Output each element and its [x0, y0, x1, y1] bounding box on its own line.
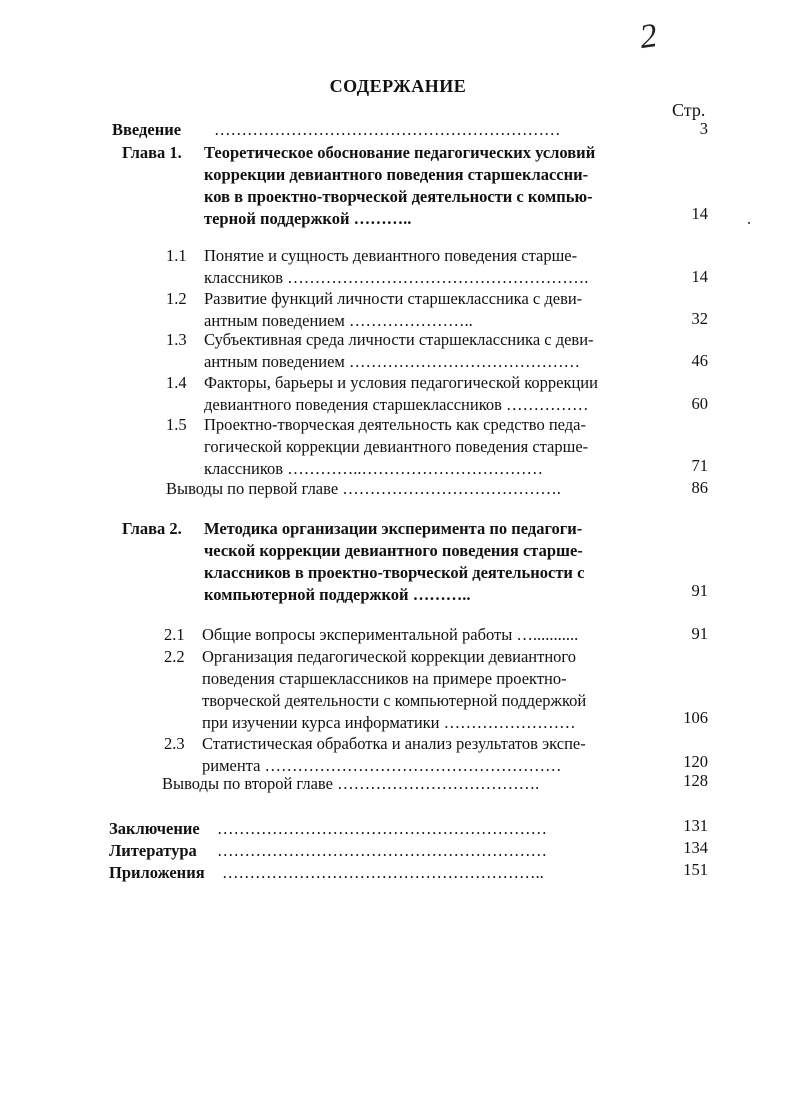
toc-section-number: 1.4 [166, 373, 187, 392]
toc-ch2-line: компьютерной поддержкой ……….. [204, 585, 471, 604]
toc-section-line: Проектно-творческая деятельность как средство педа- [204, 415, 586, 434]
toc-section-line: Статистическая обработка и анализ результатов экспе- [202, 734, 586, 753]
toc-conclusions-ch1: Выводы по первой главе …………………………………. [166, 479, 561, 498]
toc-ch2-line: Методика организации эксперимента по педагоги- [204, 519, 583, 538]
toc-section-number: 1.1 [166, 246, 187, 265]
toc-section-number: 2.1 [164, 625, 185, 644]
toc-ch2-line: классников в проектно-творческой деятельности с [204, 563, 585, 582]
toc-ch1-line: терной поддержкой ……….. [204, 209, 412, 228]
toc-ch2-page: 91 [691, 581, 708, 600]
toc-conclusion-label: Заключение [109, 819, 200, 838]
toc-section-line: Понятие и сущность девиантного поведения старше- [204, 246, 578, 265]
toc-ch1-label: Глава 1. [122, 143, 182, 162]
toc-section-page: 60 [691, 394, 708, 413]
toc-section-line: Организация педагогической коррекции девиантного [202, 647, 577, 666]
page-column-label: Стр. [672, 100, 706, 120]
toc-appendix-page: 151 [683, 860, 708, 879]
toc-conclusion-page: 131 [683, 816, 708, 835]
toc-conclusions-ch2-page: 128 [683, 771, 708, 790]
toc-literature-page: 134 [683, 838, 708, 857]
toc-literature-label: Литература [109, 841, 197, 860]
toc-section-number: 1.5 [166, 415, 187, 434]
toc-ch1-line: ков в проектно-творческой деятельности с компью- [204, 187, 593, 206]
toc-section-number: 2.2 [164, 647, 185, 666]
scan-speck [748, 222, 750, 224]
toc-conclusions-ch2: Выводы по второй главе ………………………………. [162, 774, 540, 793]
toc-ch2-line: ческой коррекции девиантного поведения старше- [204, 541, 583, 560]
toc-intro-label: Введение [112, 120, 182, 139]
toc-conclusions-ch1-page: 86 [691, 478, 708, 497]
toc-section-number: 2.3 [164, 734, 185, 753]
toc-appendix-label: Приложения [109, 863, 205, 882]
toc-section-line: Развитие функций личности старшеклассника с деви- [204, 289, 583, 308]
toc-section-line: римента ……………………………………………… [202, 756, 562, 775]
toc-section-line: классников ………………………………………………. [204, 268, 589, 287]
toc-section-line: антным поведением …………………………………… [204, 352, 580, 371]
toc-section-page: 91 [691, 624, 708, 643]
toc-section-number: 1.2 [166, 289, 187, 308]
toc-section-line: классников …………..…………………………… [204, 459, 543, 478]
page-title: СОДЕРЖАНИЕ [329, 76, 467, 96]
toc-intro-dots: ……………………………………………………… [214, 120, 561, 139]
toc-section-line: Общие вопросы экспериментальной работы …........... [202, 625, 579, 644]
toc-section-page: 120 [683, 752, 708, 771]
toc-section-line: антным поведением ………………….. [204, 311, 473, 330]
handwritten-page-mark: 2 [637, 17, 660, 57]
toc-section-line: творческой деятельности с компьютерной поддержкой [202, 691, 587, 710]
toc-section-line: Субъективная среда личности старшеклассника с деви- [204, 330, 594, 349]
toc-ch1-line: коррекции девиантного поведения старшеклассни- [204, 165, 589, 184]
toc-section-line: поведения старшеклассников на примере проектно- [202, 669, 567, 688]
toc-section-page: 14 [691, 267, 708, 286]
toc-section-page: 32 [691, 309, 708, 328]
toc-section-line: гогической коррекции девиантного поведения старше- [204, 437, 589, 456]
toc-intro-page: 3 [699, 119, 708, 138]
toc-section-line: девиантного поведения старшеклассников …………… [204, 395, 589, 414]
toc-ch2-label: Глава 2. [122, 519, 182, 538]
toc-appendix-dots: ………………………………………………….. [222, 863, 544, 882]
toc-literature-dots: …………………………………………………… [217, 841, 547, 860]
toc-section-number: 1.3 [166, 330, 187, 349]
toc-section-line: Факторы, барьеры и условия педагогической коррекции [204, 373, 598, 392]
toc-conclusion-dots: …………………………………………………… [217, 819, 547, 838]
toc-section-page: 46 [691, 351, 708, 370]
toc-section-line: при изучении курса информатики …………………… [202, 713, 576, 732]
toc-section-page: 71 [691, 456, 708, 475]
toc-section-page: 106 [683, 708, 708, 727]
toc-ch1-page: 14 [691, 204, 708, 223]
toc-ch1-line: Теоретическое обоснование педагогических условий [204, 143, 596, 162]
